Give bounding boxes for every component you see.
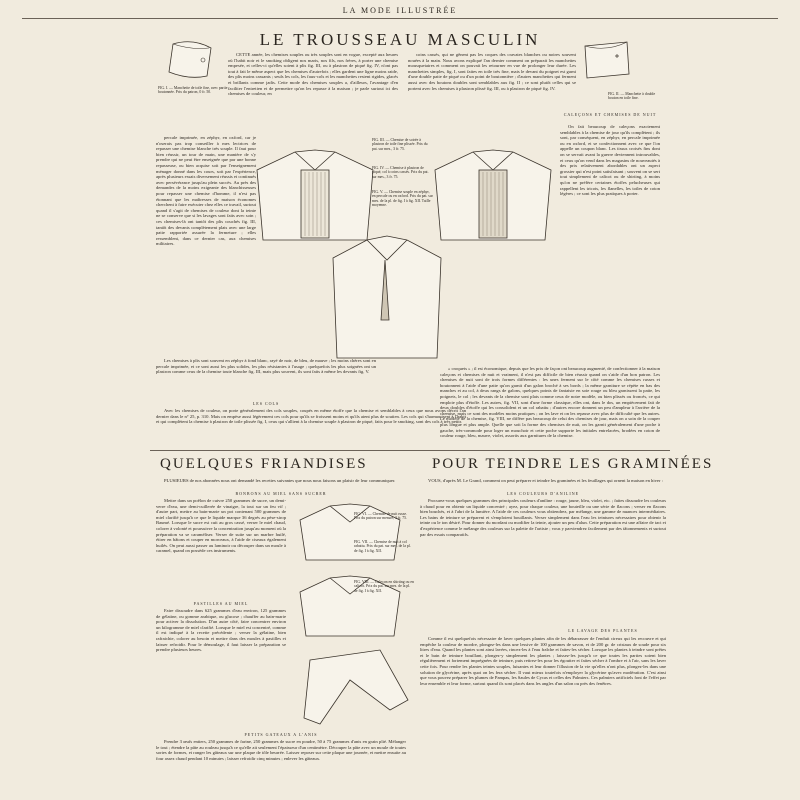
subheading-cols: LES COLS (252, 401, 280, 406)
article3-aniline-text: Procurez-vous quelques grammes des principales couleurs d'aniline : rouge, jaune, bleu, violet, etc. ; faites dissoudre les couleurs à chaud pour en obtenir un liquide concentré ; ayez, pour chaque couleur, une bouteille ou une série de flacons ; verser en flacons bien bouchés, et à l'abri de la lumière. A l'aide de ces couleurs vous obtiendrez, par mélange, une gamme de nuances intermédiaires. Les bains de teinture se préparent et s'emploient bouillants. Verser simplement dans l'eau les teintures nécessaires pour obtenir la teinte ou le ton désiré. Pour donner du mordant ou modifier la teinte, ajouter un peu d'alun. Cette préparation est une affaire de tact et d'expérience comme le mélange des couleurs sur la palette de l'artiste ; vous y parviendrez facilement par des tâtonnements et surtout par des essais comparatifs. (420, 498, 666, 537)
subheading-gateaux: PETITS GATEAUX A L'ANIS (244, 732, 318, 737)
header-rule (22, 18, 778, 19)
caption-fig3: FIG. III. — Chemise de soirée à plastron de toile fine plissée. Prix du pat. sur mes., 3 fr. 75. (372, 138, 428, 151)
article1-nightshirt-column (440, 366, 660, 446)
article3-lavage-column (420, 636, 666, 786)
caption-fig4: FIG. IV. — Chemise à plastron de piqué, col à coins cassés. Prix du pat. sur mes., 3 fr. 75. (372, 166, 429, 179)
caption-fig2: FIG. II. — Manchette à double bouton en toile fine. (608, 92, 656, 101)
article1-column-intro (228, 52, 398, 134)
article2-intro-column (156, 478, 406, 490)
article2-pastilles-column (156, 608, 286, 730)
article-title-friandises: QUELQUES FRIANDISES (160, 456, 368, 472)
subheading-bonbons: BONBONS AU MIEL SANS SUCRER (235, 491, 327, 496)
article-title-graminees: POUR TEINDRE LES GRAMINÉES (432, 456, 714, 472)
article2-gateaux-column (156, 739, 406, 785)
article1-calecons-text: On fait beaucoup de caleçons exactement semblables à la chemise de jour qu'ils complètent ; ils sont, par conséquent, en zéphyr, en percale imprimée ou en oxford, et se confectionnent avec ce que l'on appelle un coupon blanc. Les tissus croisés fins dont on se servait avant la guerre deviennent introuvables, et ceux qu'on vend dans les magasins de nouveautés à des prix relativement abordables ont un aspect grossier qui n'est point satisfaisant ; souvent on se sert tout simplement de calicot ou de shirting, à moins qu'on ne préfère certaines étoffes pelucheuses qui rappellent les tricots, les flanelles, les toiles de coton légères ; ce sont les plus pratiques à porter. (560, 124, 660, 197)
caption-fig1: FIG. I. — Manchette de toile fine, avec partie boutonnée. Prix du patron, 0 fr. 50. (158, 86, 228, 95)
article1-plis-text: Les chemises à plis sont souvent en zéphyr à fond blanc, rayé de noir, de bleu, de mauve ; les moins chères sont en percale imprimée, et ce sont aussi les plus solides, les plus résistantes à l'usage ; quelquefois les plus soignées ont un plastron comme ceux de la chemise toute blanche fig. III, mais plus souvent, ils sont faits à même les devants fig. V. (156, 358, 376, 375)
article3-intro-text: VOUS, d'après M. Le Grand, comment on peut préparer et teindre les graminées et les feuillages qui ornent la maison en hiver : (428, 478, 663, 483)
article1-cols-text: Avec les chemises de couleur, on porte généralement des cols souples, coupés en même étoffe que la chemise et semblables à ceux que nous avons décrit l'an dernier dans le n° 25, p. 310. Mais on empèse aussi légèrement ces cols pour qu'ils se froissent moins et qu'ils aient plus de soutien. Les cols qui s'harmonisent à l'habit et qui complètent la chemise à plastron de toile plissée fig. I, ceux qui s'allient à la chemise souple à plastron de piqué, faits pour le smoking, sont des cols à très petits (156, 408, 466, 425)
subheading-aniline: LES COULEURS D'ANILINE (506, 491, 580, 496)
subheading-calecons: CALEÇONS ET CHEMISES DE NUIT (563, 112, 657, 117)
article1-intro-text: CETTE année, les chemises souples ou très souples sont en vogue, excepté aux heures où l'habit noir et le smoking obligent nos maris, nos fils, nos frères, à porter une chemise empesée, et celles-ci qu'elles soient à plis fig. III, ou à plastron de piqué fig. IV, n'ont pas tout à fait le même aspect que les chemises d'autrefois ; elles gardent une ligne moins raide, des plis moins cassants ; seuls les cols, les faux-cols et les manchettes restent rigides, glacés et brillants comme jadis. Cette mode des chemises souples a, d'ailleurs, l'avantage d'en faciliter l'entretien et de permettre qu'on les repasse à la maison ; je parle surtout ici des chemises de couleur, en (228, 52, 398, 97)
nightwear-illustration (290, 500, 420, 732)
section-divider (150, 450, 670, 451)
article2-bonbons-text: Mettre dans un poêlon de cuivre 250 grammes de sucre, un demi-verre d'eau, une demi-cuillerée de vinaigre, la tout sur un feu vif ; d'autre part, mettre au bain-marie un pot contenant 500 grammes de miel clarifié jusqu'à ce que le liquide marque 36 degrés au pèse-sirop Baumé. Lorsque le sucre est cuit au gros cassé, verser le miel chaud, colorer à volonté et poursuivre la concentration jusqu'au moment où la préparation va se caraméliser. Verser de suite sur un marbre huilé, étirer en bâtons et couper en morceaux, à l'aide de ciseaux également huilés. On peut aussi passer au laminoir ou découper dans un moule à caramel, quand on possède ces instruments. (156, 498, 286, 554)
subheading-pastilles: PASTILLES AU MIEL (193, 601, 249, 606)
article3-aniline-column (420, 498, 666, 626)
article2-pastilles-text: Faire dissoudre dans 625 grammes d'eau environ, 125 grammes de gélatine, ou gomme arabique, ou glucose ; chauffer au bain-marie pour activer la dissolution. D'un autre côté, faire concentrer environ un kilogramme de miel clarifié. Lorsque le miel est concentré, comme il est indiqué à la recette précédente ; verser la gélatine, bien rafraichie, colorer au besoin et mettre dans des moules à pastilles et laisser refroidir. Pour le démoulage, il faut laisser la préparation se prendre plusieurs heures. (156, 608, 286, 653)
article3-intro-column (420, 478, 666, 490)
article2-intro-text: PLUSIEURS de nos abonnées nous ont demandé les recettes suivantes que nous nous faisons un plaisir de leur communiquer. (164, 478, 396, 483)
running-header: LA MODE ILLUSTRÉE (342, 6, 458, 15)
article2-bonbons-column (156, 498, 286, 598)
article1-column-right (408, 52, 576, 134)
caption-fig8: FIG. VIII. — Caleçon en shirting ou en calicot. Prix du pat. sur mes. de la pl. de fig. I à fig. XII. (354, 580, 414, 593)
cuff-illustration-2 (577, 36, 637, 84)
article1-left-text: percale imprimée, en zéphyr, en oxford, car je n'oserais pas trop conseiller à mes lectrices de repasser une chemise blanche très souple. Il faut pour bien réussir, un tour de main, une manière de s'y prendre qui ne peut être enseignée que par une bonne repasseuse, ou bien acquise soit par l'enseignement ménager donné dans les cours, soit par l'expérience, après plusieurs essais diversement réussis et continués avec persévérance jusqu'au plein succès. Au près des demandes de la moins exigeante des blanchisseuses pour repasser une chemise d'homme, il n'est pas étonnant que les maîtresses de maison économes cherchent à faire exécuter chez elles ce travail, surtout quand il s'agit de chemises de couleur dont la teinte ne se conserve que si les lavages sont faits avec soin ; ces chemises-là ont tantôt des plis couchés fig. III, tantôt des devants complètement plats avec une large patte rapportée assurée la fermeture ; elles ressemblent, dans ce dernier cas, aux chemises militaires. (156, 135, 256, 247)
cuff-illustration-1 (163, 36, 223, 84)
article2-gateaux-text: Prendre 3 œufs entiers, 250 grammes de farine, 250 grammes de sucre en poudre, 50 à 75 grammes d'anis en grain plié. Mélanger le tout ; étendre la pâte au rouleau jusqu'à ce qu'elle ait seulement l'épaisseur d'un centimètre. Découper la pâte avec un moule de toutes sortes de formes, et ranger les gâteaux sur une plaque de tôle beurrée. Laisser reposer sur cette plaque une journée, et mettre ensuite au four assez chaud pendant 10 minutes ; laisser refroidir cinq minutes ; enlever les gâteaux. (156, 739, 406, 761)
article1-right-text: coins cassés, qui ne gênent pas les coques des cravates blanches ou noires souvent nouées à la main. Nous avons expliqué l'an dernier comment on préparait les manchettes mousquetaires et comment on pouvait les retourner en vue de prolonger leur durée. Les manchettes simples, fig. I, sont faites en toile très fine, mais le devant du poignet est garni d'une double patte de piqué ou d'un point de boutonnière ; d'autres manchettes qui ferment aussi avec des boutons doubles sont semblables aux fig. II ; ce sont plutôt celles qui se portent avec les chemises à plastron plissé fig. III, ou à plastron de piqué fig. IV. (408, 52, 576, 91)
article1-column-calecons (560, 124, 660, 356)
article3-lavage-text: Comme il est quelquefois nécessaire de laver quelques plantes afin de les débarrasser de l'enduit cireux qui les recouvre et qui empêche la couleur de mordre, plongez-les dans une lessive de 100 grammes de savon, et de 200 gr. de cristaux de soude pour six litres d'eau. Quand les plantes sont ainsi lavées, rincez-les à l'eau fraîche et faites-les sécher. Lorsque les plantes à teindre sont prêtes et le bain de teinture bouillant, plongez-y simplement les plantes ; laissez-les jusqu'à ce que toutes les parties soient bien régulièrement et fortement imprégnées de teinture, puis retirez-les pour les égoutter et faites sécher à l'ombre et à l'air, sans les laver cette fois. Pour rendre les plantes teintes souples, luisantes et leur donner l'illusion de la vie qu'elles n'ont plus, plongez-les dans une solution de glycérine, après quoi on les fera sécher. Il vaut mieux toutefois n'employer la glycérine qu'avec modération. C'est ainsi que vous pouvez préparer les plumes de Pampas, les Saules de Cycas et celles des Palmiers. Ces palmiers artificiels font de l'effet par leur ensemble et leur forme, surtout quand ils sont placés dans les angles d'un salon ou près des fenêtres. (420, 636, 666, 686)
article-title-trousseau: LE TROUSSEAU MASCULIN (259, 30, 541, 49)
caption-fig6: FIG. VI. — Chemise de nuit russe. Prix du patron sur mesure, 3 fr. 75. (354, 512, 407, 521)
caption-fig5: FIG. V. — Chemise souple en zéphyr, en percale ou en oxford. Prix du pat. sur mes. de la pl. de fig. I à fig. XII. Taille moyenne. (372, 190, 433, 208)
article1-plis-column (156, 358, 376, 400)
article1-left-column (156, 135, 256, 355)
article1-cols-column (156, 408, 466, 446)
article1-nightshirt-text: « croquets » ; il est économique, depuis que les prix de façon ont beaucoup augmenté, de confectionner à la maison caleçons et chemises de nuit et vraiment, il n'est pas difficile de bien réussir quand on s'aide d'un bon patron. Les chemises de nuit sont de trois formes différentes : les unes ferment sur le côté comme les chemises russes et boutonnent à l'aide d'une patte qu'on garnit d'un galon broché à ses bords ; la même garniture se répète en bas des manches et au col, à deux rangs de galons, quelques points de fantaisie en soie rouge ou bleu garnissent la patte, les poignets, le col ; les devants de la chemise sont plats comme ceux de notre modèle, ou bien plissés ou froncés, ce qui emploie plus d'étoffe. Les autres, fig. VII, sont d'une forme classique, elles ont, dans le dos, un empiècement fait de deux doubles d'étoffe qui les consolident et un col rabattu ; d'autres encore donnent un peu d'ampleur à l'arrière de la chemise, mais ce sont des modèles moins pratiques ; on les lave et on les repasse avec plus de difficulté que les autres. Le modèle de la chemise, fig. VIII, ne diffère pas beaucoup de celui des chemises de jour, mais on a soin de la couper plus longue et plus ample. Quelle que soit la forme des chemises de nuit, on les garnit généralement d'une poche à gauche, très-commode pour loger un mouchoir et cette poche supporte les initiales entrelacées, brodées en coton de couleur rouge, bleu, mauve, violet, assortis aux garnitures de la chemise. (440, 366, 660, 439)
subheading-lavage: LE LAVAGE DES PLANTES (568, 628, 638, 633)
caption-fig7: FIG. VII. — Chemise de nuit à col rabattu. Prix du pat. sur mes. de la pl. de fig. I à fig. XII. (354, 540, 411, 553)
